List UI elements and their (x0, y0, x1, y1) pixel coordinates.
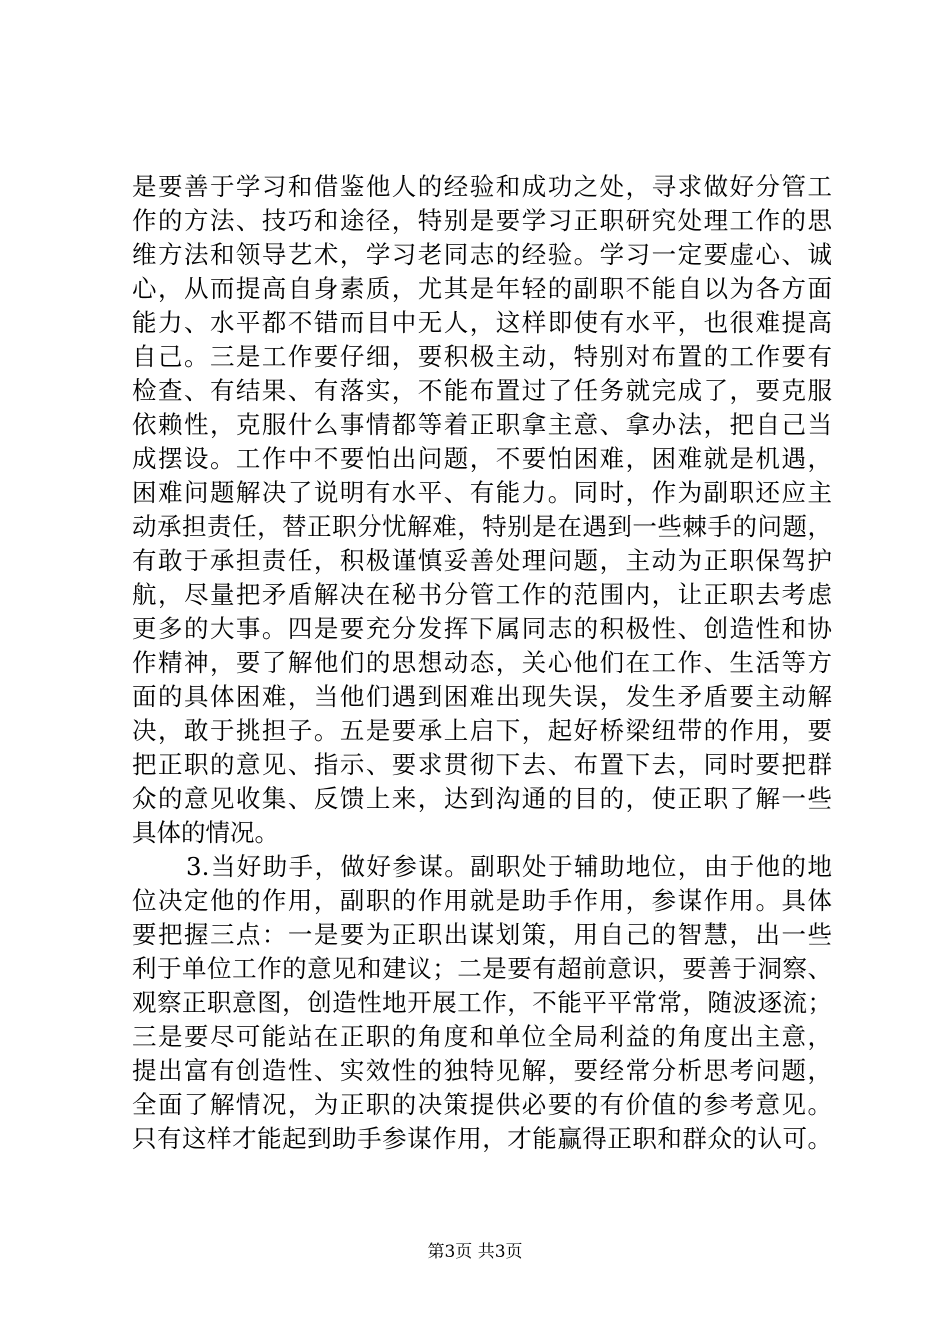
text-line: 位决定他的作用，副职的作用就是助手作用，参谋作用。具体 (132, 886, 832, 915)
text-line: 要把握三点：一是要为正职出谋划策，用自己的智慧，出一些 (132, 920, 832, 949)
text-line: 面的具体困难，当他们遇到困难出现失误，发生矛盾要主动解 (132, 682, 832, 711)
text-line: 更多的大事。四是要充分发挥下属同志的积极性、创造性和协 (132, 614, 832, 643)
text-line: 检查、有结果、有落实，不能布置过了任务就完成了，要克服 (132, 376, 832, 405)
paragraph-end-line: 具体的情况。 (132, 818, 279, 847)
text-line: 提出富有创造性、实效性的独特见解，要经常分析思考问题， (132, 1056, 832, 1085)
document-body (132, 170, 832, 1156)
text-line: 全面了解情况，为正职的决策提供必要的有价值的参考意见。 (132, 1090, 832, 1119)
text-line: 能力、水平都不错而目中无人，这样即使有水平，也很难提高 (132, 308, 832, 337)
text-line: 利于单位工作的意见和建议；二是要有超前意识，要善于洞察、 (132, 954, 832, 983)
text-line: 把正职的意见、指示、要求贯彻下去、布置下去，同时要把群 (132, 750, 832, 779)
text-line: 有敢于承担责任，积极谨慎妥善处理问题，主动为正职保驾护 (132, 546, 832, 575)
text-line: 依赖性，克服什么事情都等着正职拿主意、拿办法，把自己当 (132, 410, 832, 439)
section-heading-line: 3.当好助手，做好参谋。副职处于辅助地位，由于他的地 (186, 852, 832, 881)
text-line: 三是要尽可能站在正职的角度和单位全局利益的角度出主意， (132, 1022, 832, 1051)
text-line: 只有这样才能起到助手参谋作用，才能赢得正职和群众的认可。 (132, 1124, 832, 1153)
text-line: 作精神，要了解他们的思想动态，关心他们在工作、生活等方 (132, 648, 832, 677)
text-line: 众的意见收集、反馈上来，达到沟通的目的，使正职了解一些 (132, 784, 832, 813)
text-line: 困难问题解决了说明有水平、有能力。同时，作为副职还应主 (132, 478, 832, 507)
text-line: 成摆设。工作中不要怕出问题，不要怕困难，困难就是机遇， (132, 444, 832, 473)
text-line: 观察正职意图，创造性地开展工作，不能平平常常，随波逐流； (132, 988, 832, 1017)
text-line: 作的方法、技巧和途径，特别是要学习正职研究处理工作的思 (132, 206, 832, 235)
text-line: 是要善于学习和借鉴他人的经验和成功之处，寻求做好分管工 (132, 172, 832, 201)
text-line: 航，尽量把矛盾解决在秘书分管工作的范围内，让正职去考虑 (132, 580, 832, 609)
text-line: 维方法和领导艺术，学习老同志的经验。学习一定要虚心、诚 (132, 240, 832, 269)
page-number-footer: 第3页 共3页 (427, 1242, 523, 1262)
text-line: 心，从而提高自身素质，尤其是年轻的副职不能自以为各方面 (132, 274, 832, 303)
text-line: 自己。三是工作要仔细，要积极主动，特别对布置的工作要有 (132, 342, 832, 371)
text-line: 决，敢于挑担子。五是要承上启下，起好桥梁纽带的作用，要 (132, 716, 832, 745)
text-line: 动承担责任，替正职分忧解难，特别是在遇到一些棘手的问题， (132, 512, 832, 541)
